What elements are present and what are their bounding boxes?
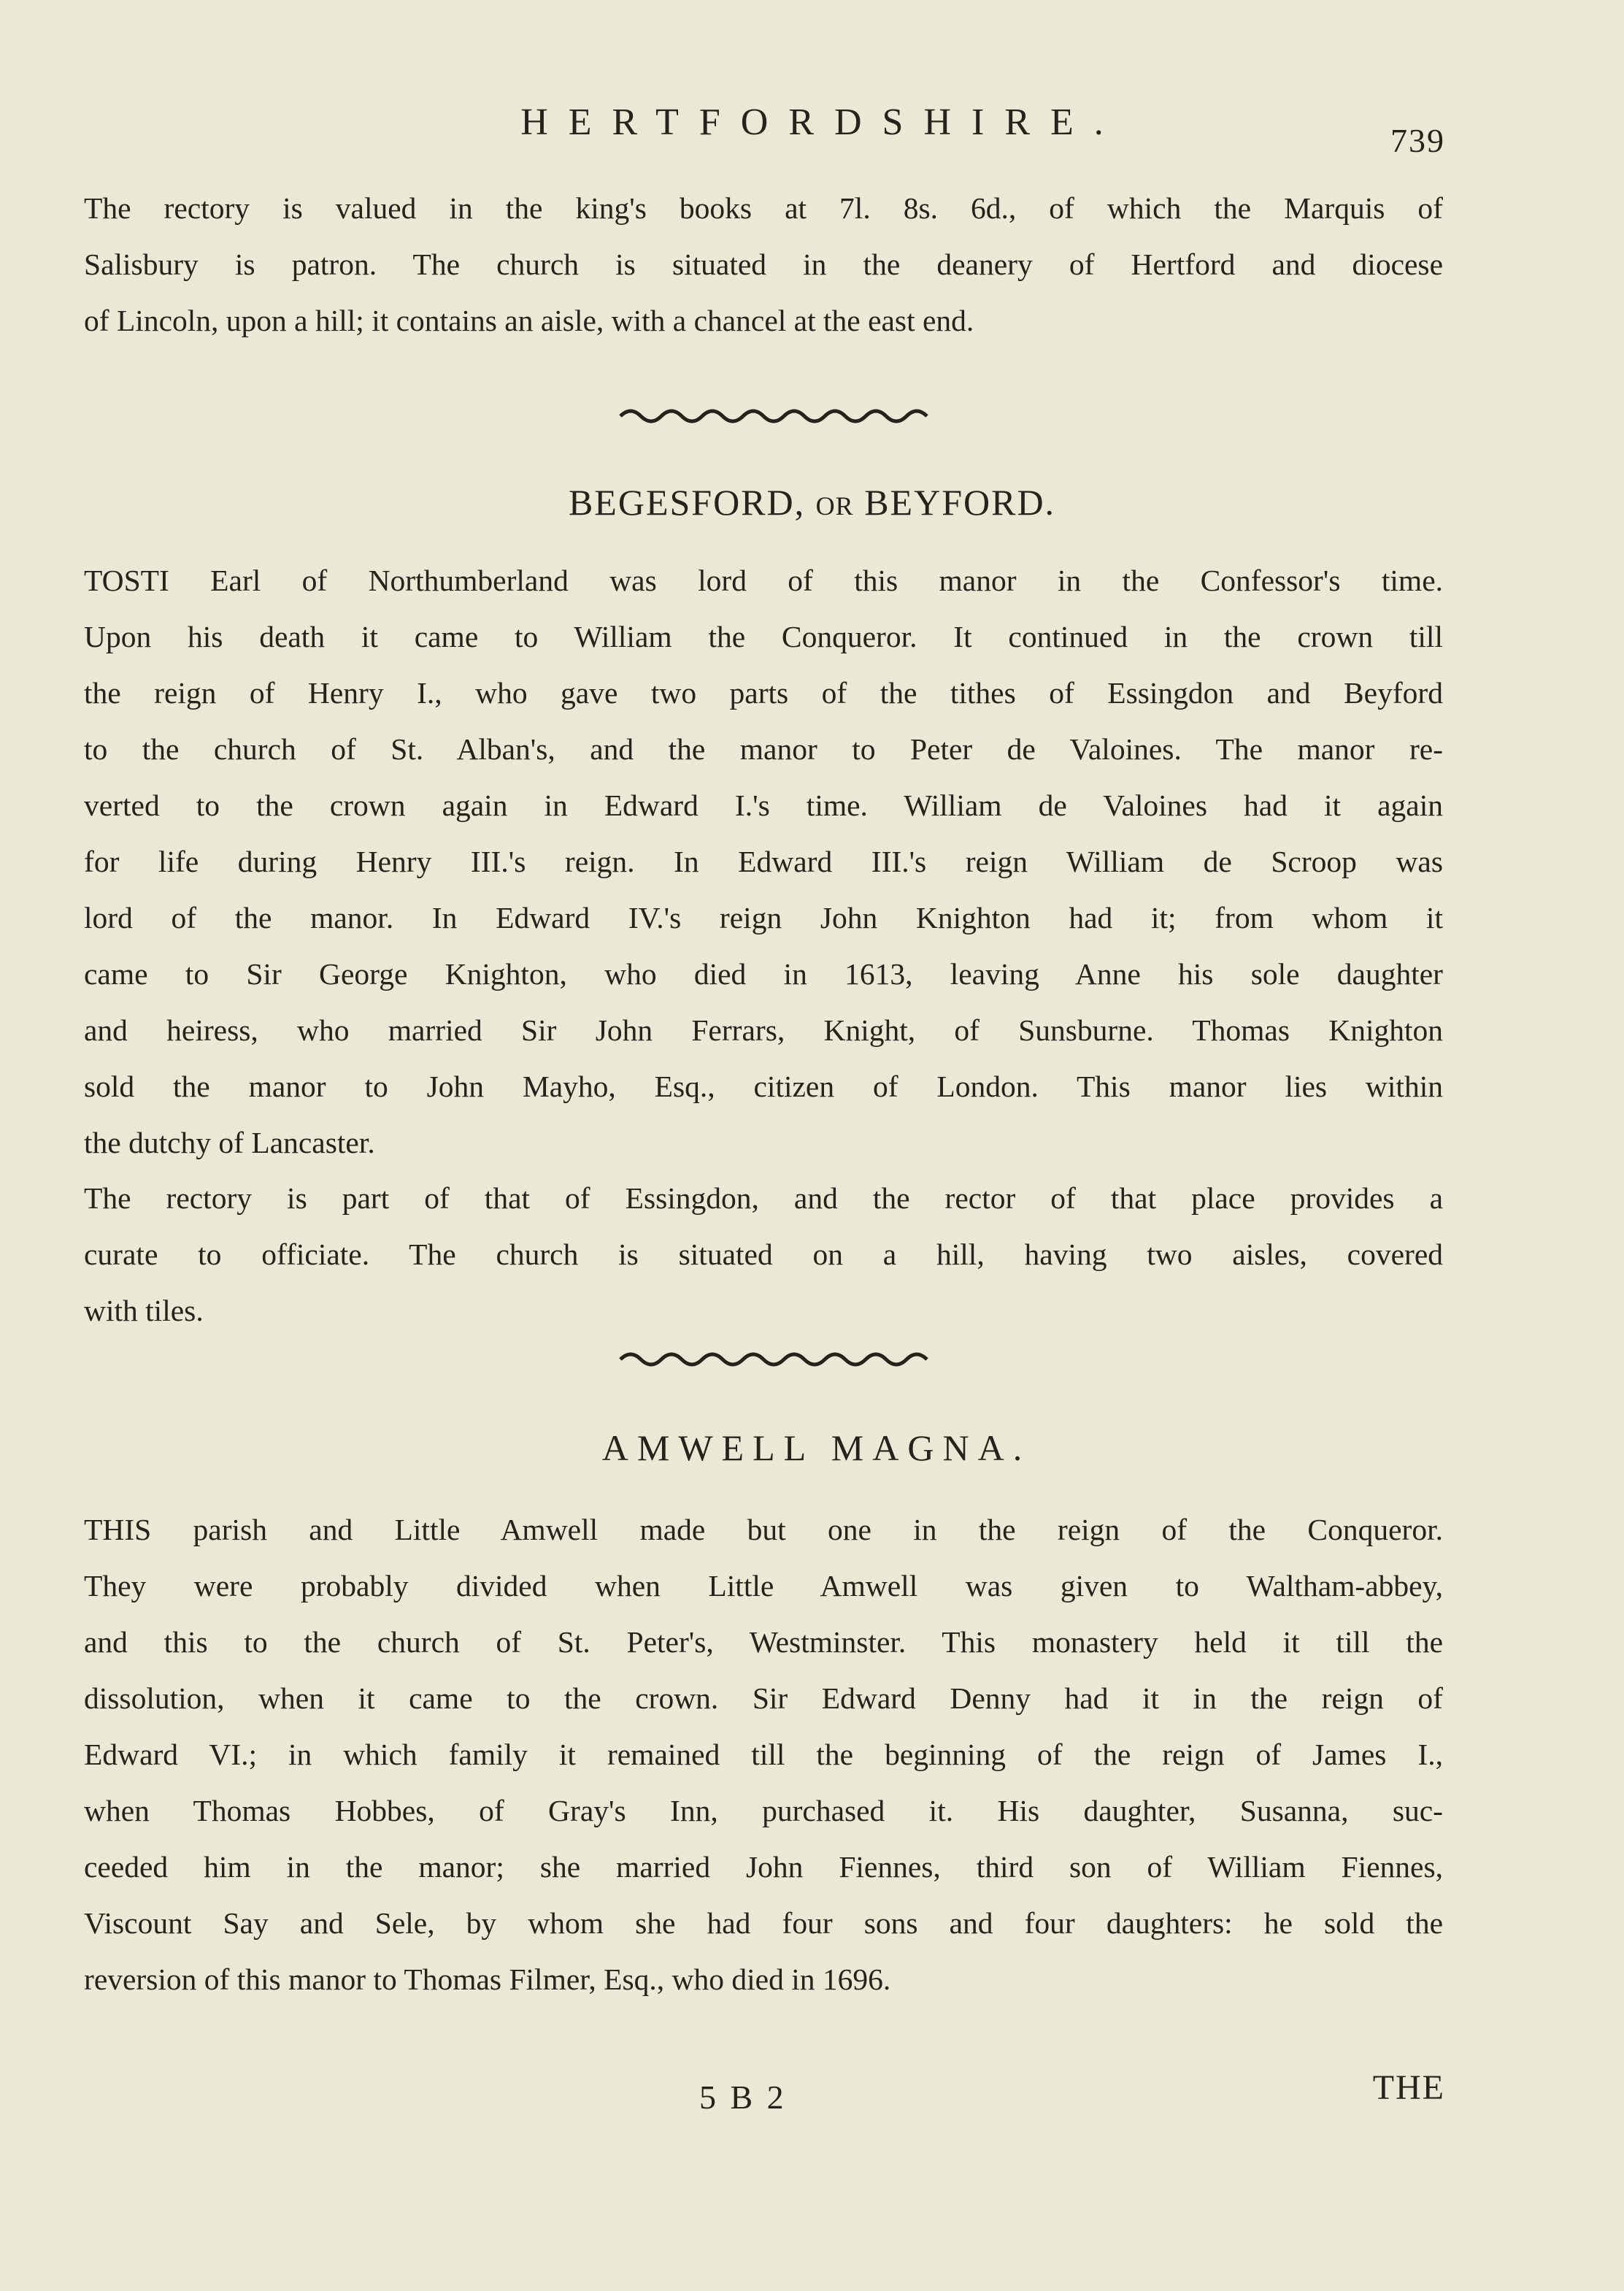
heading-main: BEGESFORD, <box>568 482 806 523</box>
text-line: Viscount Say and Sele, by whom she had four sons and four daughters: he sold the <box>84 1906 1443 1940</box>
text-line: Salisbury is patron. The church is situated in the deanery of Hertford and diocese <box>84 247 1443 281</box>
text-line: when Thomas Hobbes, of Gray's Inn, purchased it. His daughter, Susanna, suc- <box>84 1794 1443 1827</box>
text-line: came to Sir George Knighton, who died in 1613, leaving Anne his sole daughter <box>84 957 1443 991</box>
text-line: They were probably divided when Little Amwell was given to Waltham-abbey, <box>84 1569 1443 1603</box>
section-ornament <box>0 400 1624 429</box>
text-line: dissolution, when it came to the crown. Sir Edward Denny had it in the reign of <box>84 1681 1443 1715</box>
text-line: the dutchy of Lancaster. <box>84 1126 375 1159</box>
text-line: to the church of St. Alban's, and the manor to Peter de Valoines. The manor re- <box>84 732 1443 766</box>
section-heading-amwell-magna: AMWELL MAGNA. <box>601 1427 1031 1468</box>
text-line: TOSTI Earl of Northumberland was lord of this manor in the Confessor's time. <box>84 564 1443 597</box>
heading-rest: BEYFORD. <box>864 482 1056 523</box>
paragraph-amwell-history <box>84 1502 1443 2008</box>
text-line: The rectory is valued in the king's books at 7l. 8s. 6d., of which the Marquis of <box>84 191 1443 225</box>
text-line: with tiles. <box>84 1294 204 1327</box>
text-line: for life during Henry III.'s reign. In Edward III.'s reign William de Scroop was <box>84 845 1443 878</box>
text-line: sold the manor to John Mayho, Esq., citizen of London. This manor lies within <box>84 1070 1443 1103</box>
signature-mark: 5 B 2 <box>699 2079 787 2116</box>
page-number: 739 <box>1390 122 1445 159</box>
catchword: THE <box>1372 2068 1445 2107</box>
running-head: HERTFORDSHIRE. <box>520 101 1124 143</box>
text-line: and heiress, who married Sir John Ferrars, Knight, of Sunsburne. Thomas Knighton <box>84 1013 1443 1047</box>
text-line: ceeded him in the manor; she married John Fiennes, third son of William Fiennes, <box>84 1850 1443 1884</box>
text-line: Upon his death it came to William the Conqueror. It continued in the crown till <box>84 620 1443 653</box>
paragraph-rectory-essingdon <box>84 1170 1443 1339</box>
section-heading-begesford <box>0 480 1624 528</box>
paragraph-rectory-valuation <box>84 180 1443 349</box>
section-ornament <box>0 1343 1624 1373</box>
text-line: curate to officiate. The church is situated on a hill, having two aisles, covered <box>84 1237 1443 1271</box>
text-line: and this to the church of St. Peter's, Westminster. This monastery held it till the <box>84 1625 1443 1659</box>
text-line: verted to the crown again in Edward I.'s time. William de Valoines had it again <box>84 788 1443 822</box>
text-line: the reign of Henry I., who gave two parts of the tithes of Essingdon and Beyford <box>84 676 1443 710</box>
text-line: THIS parish and Little Amwell made but one in the reign of the Conqueror. <box>84 1513 1443 1546</box>
text-line: lord of the manor. In Edward IV.'s reign John Knighton had it; from whom it <box>84 901 1443 935</box>
heading-conjunction: OR <box>815 491 854 521</box>
text-line: of Lincoln, upon a hill; it contains an aisle, with a chancel at the east end. <box>84 304 974 337</box>
text-line: reversion of this manor to Thomas Filmer, Esq., who died in 1696. <box>84 1962 891 1996</box>
paragraph-tosti-history <box>84 553 1443 1171</box>
text-line: The rectory is part of that of Essingdon, and the rector of that place provides a <box>84 1181 1443 1215</box>
text-line: Edward VI.; in which family it remained till the beginning of the reign of James I., <box>84 1738 1443 1771</box>
